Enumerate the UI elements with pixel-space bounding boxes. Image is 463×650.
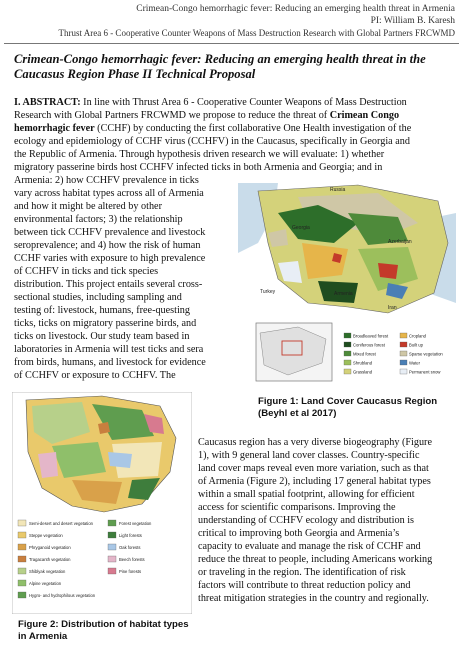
abstract-line: of CCHFV or exposure to CCHFV. The (14, 370, 176, 381)
body-line: or traveling in the region. The identification of risk (198, 567, 406, 578)
figure-2-caption-line-2: in Armenia (18, 631, 68, 642)
legend-swatch (108, 568, 116, 574)
legend-label: Phryganoid vegetation (29, 545, 71, 550)
abstract-line: from birds, humans, and livestock for evidence (14, 357, 206, 368)
abstract-line: ecology and epidemiology of CCHF virus (CCHFV) in the Caucasus, specifically in Georgia and (14, 136, 410, 147)
abstract-narrow-column (14, 174, 236, 382)
map-label-azerbaijan: Azerbaijan (388, 239, 412, 245)
body-line: threat mitigation strategies in the country and regionally. (198, 593, 429, 604)
legend-label: Coniferous forest (353, 342, 385, 348)
abstract-line: CCHF varies with exposure to high prevalence (14, 253, 206, 264)
abstract-line: testing of: livestock, humans, free-questing (14, 305, 190, 316)
legend-label: Light forests (119, 533, 142, 538)
abstract-bold-term: Crimean Congo (329, 110, 400, 121)
legend-label: Alpine vegetation (29, 581, 62, 586)
document-title (14, 52, 454, 82)
legend-swatch (344, 333, 351, 338)
title-line-2: Caucasus Region Phase II Technical Proposal (14, 67, 256, 81)
map-label-armenia: Armenia (334, 291, 353, 297)
legend-swatch (400, 369, 407, 374)
header-thrust-area: Thrust Area 6 - Cooperative Counter Weapons of Mass Destruction Research with Global Partners FRCWMD (58, 28, 455, 38)
legend-label: Forest vegetation (119, 521, 152, 526)
legend-label: Beech forests (119, 557, 145, 562)
abstract-line: migratory passerine birds host CCHFV infected ticks in both Armenia and Georgia; and in (14, 162, 383, 173)
legend-swatch (344, 360, 351, 365)
body-line: Caucasus region has a very diverse biogeography (Figure (198, 437, 432, 448)
legend-label: Broadleaved forest (353, 333, 389, 339)
abstract-line (14, 122, 454, 135)
legend-label: Built up (409, 342, 423, 348)
header-pi: PI: William B. Karesh (370, 16, 455, 26)
abstract-line (14, 109, 454, 122)
body-line: capacity to evaluate and manage the risk of CCHF and (198, 541, 421, 552)
abstract-text: Research with Global Partners FRCWMD we propose to reduce the threat of (14, 110, 330, 121)
legend-swatch (18, 532, 26, 538)
body-line: understanding of CCHFV ecology and distribution is (198, 515, 415, 526)
abstract-text: In line with Thrust Area 6 - Cooperative Counter Weapons of Mass Destruction (80, 97, 407, 108)
legend-swatch (108, 532, 116, 538)
body-line: within a small spatial footprint, allowing for efficient (198, 489, 415, 500)
abstract-line (14, 96, 454, 109)
legend-label: Cropland (409, 333, 426, 339)
legend-label: Semi-desert and desert vegetation (29, 521, 94, 526)
body-column (198, 436, 460, 605)
legend-label: Shrubland (353, 360, 373, 366)
legend-swatch (18, 544, 26, 550)
body-line: critical to improving both Georgia and Armenia’s (198, 528, 400, 539)
body-line: 1), with 9 general land cover classes. Country-specific (198, 450, 420, 461)
abstract-text: (CCHF) by conducting the first collaborative One Health investigation of the (94, 123, 412, 134)
abstract-line: ticks on livestock. Our study team based in (14, 331, 190, 342)
abstract-line: Armenia: 2) how CCHFV prevalence in ticks (14, 175, 199, 186)
legend-label: Hygro- and hydrophilous vegetation (29, 593, 96, 598)
abstract-bold-term: hemorrhagic fever (14, 123, 95, 134)
figure-2-caption (18, 619, 218, 643)
figure-2-map (12, 392, 192, 614)
body-line: land cover maps reveal even more variation, such as that (198, 463, 429, 474)
legend-swatch (344, 351, 351, 356)
legend-swatch (18, 568, 26, 574)
legend-swatch (400, 360, 407, 365)
map-label-turkey: Turkey (260, 289, 276, 295)
legend-swatch (344, 342, 351, 347)
legend-label: Tragacanth vegetation (29, 557, 71, 562)
abstract-line: laboratories in Armenia will test ticks and sera (14, 344, 204, 355)
body-line: access for scientific comparisons. Improving the (198, 502, 396, 513)
legend-swatch (400, 351, 407, 356)
legend-swatch (344, 369, 351, 374)
legend-label: Oak forests (119, 545, 141, 550)
abstract-line: ticks, ticks on migratory passerine birds, and (14, 318, 197, 329)
map-label-russia: Russia (330, 187, 346, 193)
header-title: Crimean-Congo hemorrhagic fever: Reducing an emerging health threat in Armenia (136, 4, 455, 14)
abstract-line: between tick CCHFV prevalence and livestock (14, 227, 206, 238)
figure-1-caption-line-2: (Beyhl et al 2017) (258, 408, 337, 419)
legend-swatch (108, 556, 116, 562)
legend-swatch (18, 592, 26, 598)
abstract-line: sectional studies, including sampling and (14, 292, 182, 303)
body-line: factors will contribute to threat reduction policy and (198, 580, 411, 591)
legend-swatch (108, 544, 116, 550)
abstract-line: of CCHFV in ticks and tick species (14, 266, 159, 277)
abstract-line: and how it might be altered by other (14, 201, 162, 212)
abstract-line: the Republic of Armenia. Through hypothesis driven research we will evaluate: 1) whether (14, 149, 385, 160)
abstract-line: environmental factors; 3) the relationship (14, 214, 183, 225)
map-label-georgia: Georgia (292, 225, 310, 231)
legend-label: Permanent snow (409, 369, 441, 375)
abstract-line: seroprevalence; and 4) how the risk of human (14, 240, 201, 251)
legend-label: Sparse vegetation (409, 351, 443, 357)
figure-1-map (238, 183, 456, 393)
legend-label: Mixed forest (353, 351, 376, 357)
body-line: of Armenia (Figure 2), including 17 general habitat types (198, 476, 431, 487)
legend-swatch (108, 520, 116, 526)
legend-label: Grassland (353, 369, 373, 375)
legend-label: Shiblyak vegetation (29, 569, 66, 574)
legend-label: Water (409, 360, 421, 366)
abstract-line: vary across habitat types across all of Armenia (14, 188, 204, 199)
legend-swatch (400, 333, 407, 338)
map-label-iran: Iran (388, 305, 397, 311)
abstract-line: distribution. This project entails several cross- (14, 279, 203, 290)
legend-swatch (18, 520, 26, 526)
title-line-1: Crimean-Congo hemorrhagic fever: Reducing an emerging health threat in the (14, 52, 426, 66)
figure-1-caption-line-1: Figure 1: Land Cover Caucasus Region (258, 396, 438, 407)
abstract-full-width (14, 96, 454, 174)
legend-label: Pine forests (119, 569, 142, 574)
figure-1-caption (258, 396, 458, 420)
legend-label: Steppe vegetation (29, 533, 63, 538)
body-line: reduce the threat to people, including Americans working (198, 554, 433, 565)
figure-2-caption-line-1: Figure 2: Distribution of habitat types (18, 619, 189, 630)
legend-swatch (18, 556, 26, 562)
legend-swatch (18, 580, 26, 586)
legend-swatch (400, 342, 407, 347)
header-rule (4, 43, 459, 44)
abstract-heading: I. ABSTRACT: (14, 97, 81, 108)
